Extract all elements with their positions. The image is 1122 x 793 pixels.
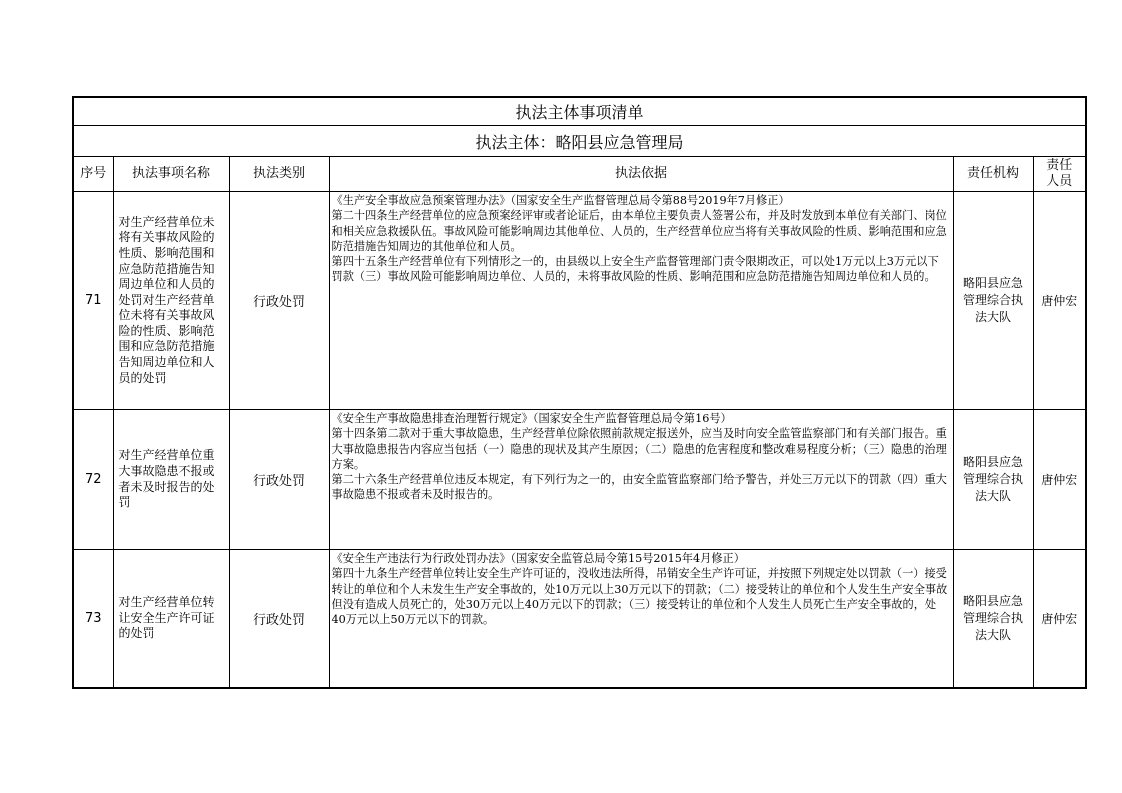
row-category: 行政处罚 xyxy=(229,550,329,689)
basis-paragraph: 《安全生产违法行为行政处罚办法》（国家安全监管总局令第15号2015年4月修正） xyxy=(331,552,745,565)
row-seq: 73 xyxy=(73,550,113,689)
row-responsible-person: 唐仲宏 xyxy=(1033,192,1086,410)
table-row xyxy=(73,192,1086,410)
row-responsible-person: 唐仲宏 xyxy=(1033,410,1086,550)
header-basis: 执法依据 xyxy=(329,157,953,192)
table-row xyxy=(73,410,1086,550)
row-responsible-dept: 略阳县应急管理综合执法大队 xyxy=(953,410,1033,550)
row-legal-basis xyxy=(329,410,953,550)
header-name: 执法事项名称 xyxy=(113,157,229,192)
row-item-name: 对生产经营单位重大事故隐患不报或者未及时报告的处罚 xyxy=(113,410,229,550)
header-type: 执法类别 xyxy=(229,157,329,192)
row-category: 行政处罚 xyxy=(229,192,329,410)
row-item-name: 对生产经营单位未将有关事故风险的性质、影响范围和应急防范措施告知周边单位和人员的处罚对生产经营单位未将有关事故风险的性质、影响范围和应急防范措施告知周边单位和人员的处罚 xyxy=(113,192,229,410)
row-category: 行政处罚 xyxy=(229,410,329,550)
sheet-title: 执法主体事项清单 xyxy=(73,97,1086,126)
basis-paragraph: 第四十五条生产经营单位有下列情形之一的，由县级以上安全生产监督管理部门责令限期改正，可以处1万元以上3万元以下罚款（三）事故风险可能影响周边单位、人员的，未将事故风险的性质、影响范围和应急防范措施告知周边单位和人员的。 xyxy=(331,255,939,284)
row-legal-basis xyxy=(329,192,953,410)
header-dept: 责任机构 xyxy=(953,157,1033,192)
row-seq: 72 xyxy=(73,410,113,550)
enforcement-items-table xyxy=(72,96,1087,689)
header-row xyxy=(73,157,1086,192)
row-legal-basis xyxy=(329,550,953,689)
sheet-subtitle: 执法主体：略阳县应急管理局 xyxy=(73,126,1086,157)
row-responsible-dept: 略阳县应急管理综合执法大队 xyxy=(953,550,1033,689)
table-row xyxy=(73,550,1086,689)
header-person: 责任人员 xyxy=(1033,157,1086,192)
basis-paragraph: 《安全生产事故隐患排查治理暂行规定》（国家安全生产监督管理总局令第16号） xyxy=(331,412,732,425)
header-seq: 序号 xyxy=(73,157,113,192)
basis-paragraph: 第二十六条生产经营单位违反本规定，有下列行为之一的，由安全监管监察部门给予警告，并处三万元以下的罚款（四）重大事故隐患不报或者未及时报告的。 xyxy=(331,473,947,502)
basis-paragraph: 第二十四条生产经营单位的应急预案经评审或者论证后，由本单位主要负责人签署公布，并及时发放到本单位有关部门、岗位和相关应急救援队伍。事故风险可能影响周边其他单位、人员的，生产经营单位应当将有关事故风险的性质、影响范围和应急防范措施告知周边的其他单位和人员。 xyxy=(331,209,947,253)
row-responsible-dept: 略阳县应急管理综合执法大队 xyxy=(953,192,1033,410)
row-responsible-person: 唐仲宏 xyxy=(1033,550,1086,689)
basis-paragraph: 第四十九条生产经营单位转让安全生产许可证的，没收违法所得，吊销安全生产许可证，并按照下列规定处以罚款（一）接受转让的单位和个人未发生生产安全事故的，处10万元以上30万元以下的罚款；（二）接受转让的单位和个人发生生产安全事故但没有造成人员死亡的，处30万元以上40万元以下的罚款；（三）接受转让的单位和个人发生人员死亡生产安全事故的，处40万元以上50万元以下的罚款。 xyxy=(331,567,948,627)
basis-paragraph: 第十四条第二款对于重大事故隐患，生产经营单位除依照前款规定报送外，应当及时向安全监管监察部门和有关部门报告。重大事故隐患报告内容应当包括（一）隐患的现状及其产生原因；（二）隐患的危害程度和整改难易程度分析；（三）隐患的治理方案。 xyxy=(331,427,947,471)
basis-paragraph: 《生产安全事故应急预案管理办法》（国家安全生产监督管理总局令第88号2019年7月修正） xyxy=(331,194,790,207)
row-item-name: 对生产经营单位转让安全生产许可证的处罚 xyxy=(113,550,229,689)
row-seq: 71 xyxy=(73,192,113,410)
